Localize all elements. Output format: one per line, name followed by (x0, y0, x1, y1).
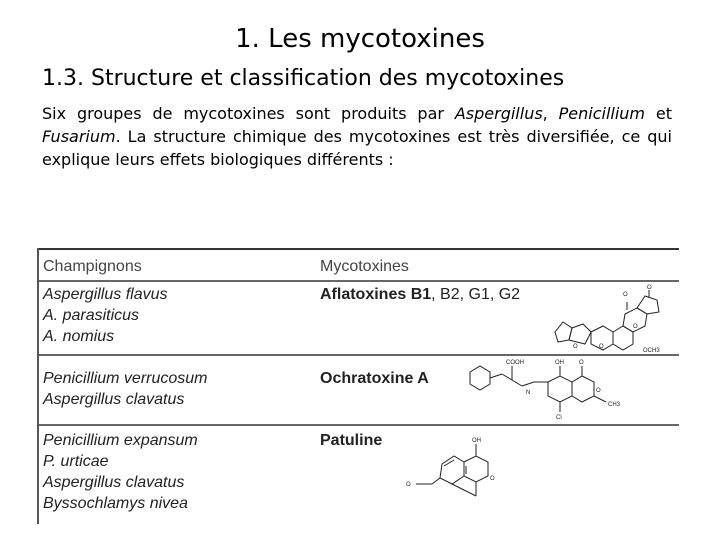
fungus-name: A. parasiticus (43, 307, 140, 324)
table-left-border (37, 248, 39, 524)
toxin-bold: Patuline (320, 432, 383, 449)
section-subtitle: 1.3. Structure et classification des mycotoxines (42, 66, 565, 91)
atom-label: CH3 (608, 402, 621, 408)
paragraph-text: et (645, 104, 672, 123)
patulin-structure (402, 434, 522, 516)
table-row-fungi (43, 368, 208, 410)
fungus-name: P. urticae (43, 453, 109, 470)
atom-label: O (623, 292, 628, 298)
atom-label: O (599, 344, 604, 350)
paragraph-text: , (542, 104, 559, 123)
genus-aspergillus: Aspergillus (454, 104, 543, 123)
toxin-bold: Ochratoxine A (320, 370, 429, 387)
toxin-bold: Aflatoxines B1 (320, 286, 432, 303)
atom-label: O (573, 344, 578, 350)
table-row-fungi (43, 284, 168, 347)
paragraph-text: . La structure chimique des mycotoxines est très diversifiée, ce qui explique leurs effets biologiques différents : (42, 127, 672, 169)
header-toxins: Mycotoxines (320, 258, 409, 275)
table-top-rule (39, 248, 679, 250)
page-title: 1. Les mycotoxines (235, 24, 485, 54)
fungus-name: A. nomius (43, 328, 115, 345)
fungus-name: Penicillium expansum (43, 432, 198, 449)
atom-label: O (647, 285, 652, 291)
atom-label: O (406, 482, 411, 488)
intro-paragraph (42, 102, 672, 171)
fungus-name: Byssochlamys nivea (43, 495, 188, 512)
atom-label: O (633, 324, 638, 330)
atom-label: O (579, 360, 584, 366)
paragraph-text: Six groupes de mycotoxines sont produits par (42, 104, 455, 123)
atom-label: COOH (506, 360, 524, 366)
genus-penicillium: Penicillium (558, 104, 646, 123)
fungus-name: Aspergillus clavatus (43, 474, 185, 491)
toxin-name (320, 284, 520, 305)
atom-label: OH (472, 438, 481, 444)
atom-label: O (596, 388, 601, 394)
table-row-fungi (43, 430, 198, 514)
row-divider (39, 424, 679, 426)
toxin-rest: , B2, G1, G2 (431, 286, 521, 303)
toxin-name (320, 430, 382, 451)
atom-label: O (490, 476, 495, 482)
atom-label: N (526, 390, 531, 396)
fungus-name: Aspergillus clavatus (43, 391, 185, 408)
atom-label: OH (555, 360, 564, 366)
atom-label: OCH3 (643, 348, 660, 352)
aflatoxin-structure (547, 282, 672, 352)
mycotoxin-table (37, 248, 679, 524)
fungus-name: Penicillium verrucosum (43, 370, 208, 387)
genus-fusarium: Fusarium (42, 127, 116, 146)
atom-label: Cl (556, 415, 562, 421)
toxin-name (320, 368, 429, 389)
ochratoxin-structure (462, 356, 642, 422)
fungus-name: Aspergillus flavus (43, 286, 168, 303)
header-fungi: Champignons (43, 258, 142, 275)
